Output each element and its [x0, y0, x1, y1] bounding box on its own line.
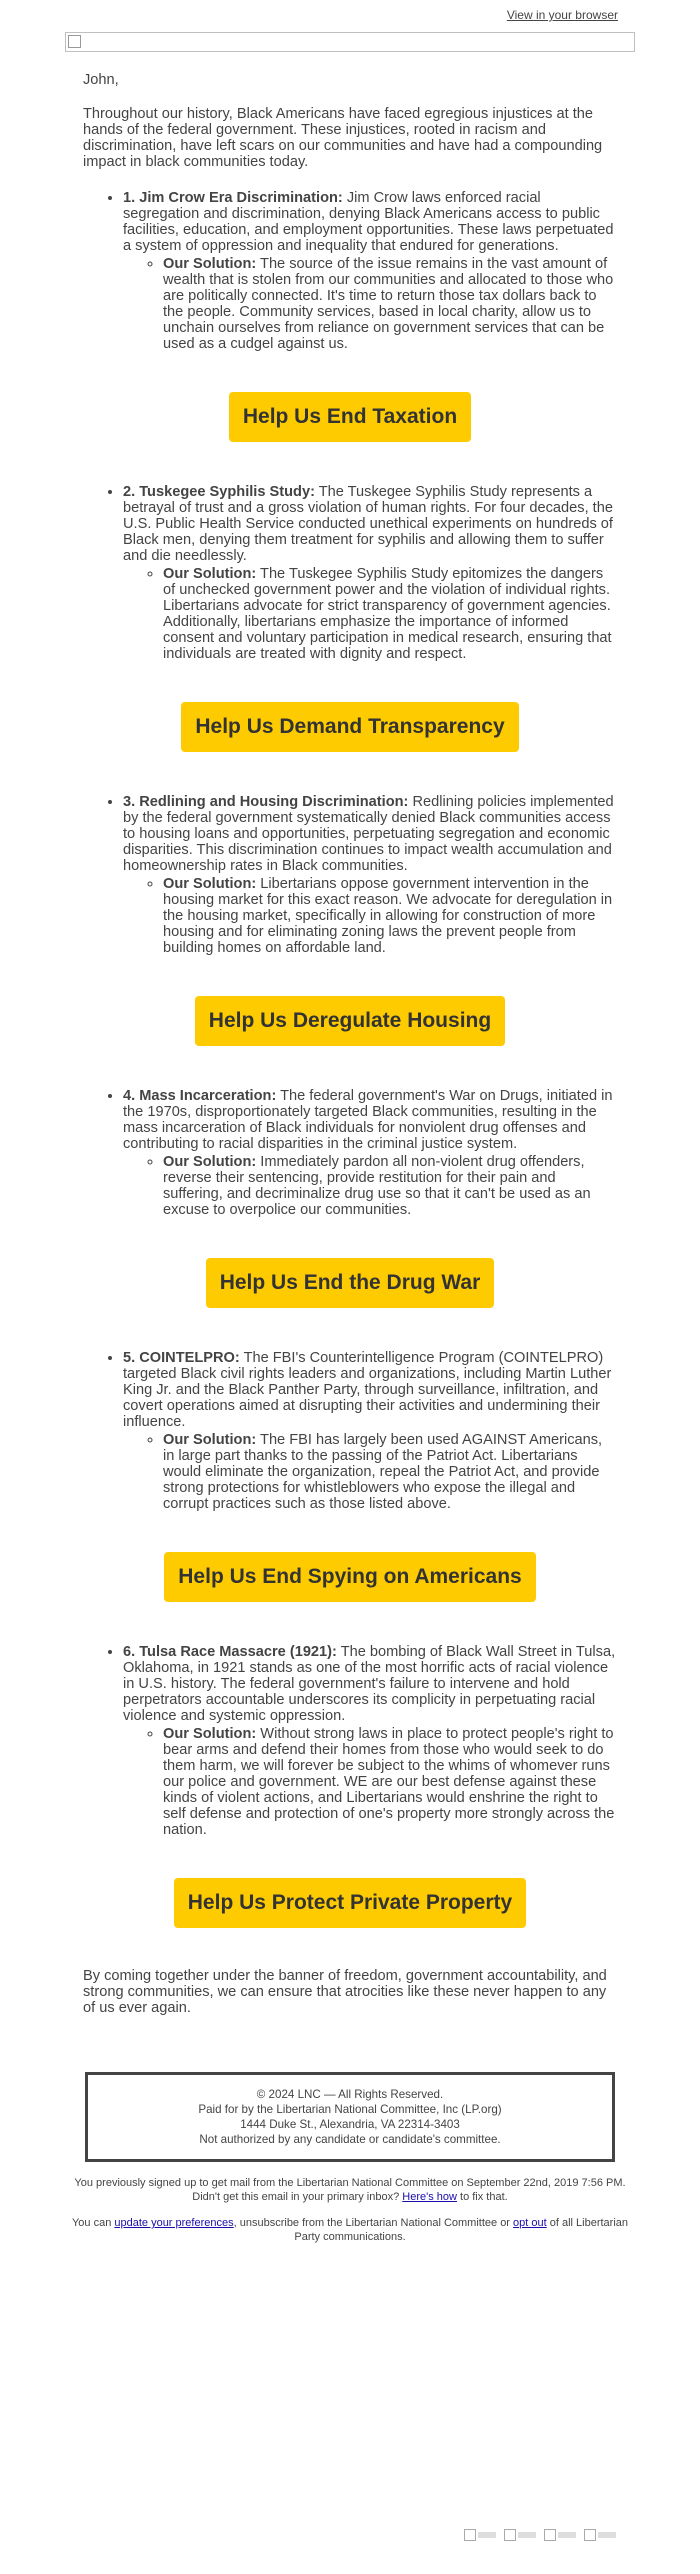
cta-wrap — [83, 996, 617, 1046]
intro-paragraph: Throughout our history, Black Americans have faced egregious injustices at the hands of the federal government. These injustices, rooted in racism and discrimination, have left scars on our communities and have had a compounding impact in black communities today. — [83, 106, 603, 170]
issue-text: The federal government's War on Drugs, initiated in the 1970s, disproportionately targeted Black communities, resulting in the mass incarceration of Black individuals for nonviolent drug offenses and contributing to racial disparities in the criminal justice system. — [123, 1088, 613, 1152]
greeting: John, — [83, 72, 119, 88]
issue-list — [83, 1644, 617, 1838]
of-all-text: of all Libertarian Party communications. — [294, 2217, 629, 2243]
solution-text: The source of the issue remains in the vast amount of wealth that is stolen from our communities and allocated to those who are politically connected. It's time to return those tax dollars back to the people. Community services, based in local charity, allow us to unchain ourselves from reliance on government services that can be used as a cudgel against us. — [163, 256, 614, 352]
view-in-browser-link[interactable]: View in your browser — [506, 8, 618, 22]
demand-transparency-button[interactable]: Help Us Demand Transparency — [181, 702, 518, 752]
issue-text: Jim Crow laws enforced racial segregation and discrimination, denying Black Americans access to public facilities, education, and employment opportunities. These laws perpetuated a system of oppression and inequality that endured for generations. — [123, 190, 614, 254]
solution-list — [123, 1432, 617, 1512]
issue-item — [123, 794, 617, 956]
issue-list — [83, 794, 617, 956]
issue-text: The Tuskegee Syphilis Study represents a betrayal of trust and a gross violation of human rights. For four decades, the U.S. Public Health Service conducted unethical experiments on hundreds of Black men, denying them treatment for syphilis and allowing them to suffer and die needlessly. — [123, 484, 613, 564]
end-spying-button[interactable]: Help Us End Spying on Americans — [164, 1552, 535, 1602]
cta-wrap — [83, 1552, 617, 1602]
solution-item — [163, 1432, 617, 1512]
update-preferences-link[interactable]: update your preferences — [114, 2217, 234, 2229]
email-body — [83, 72, 617, 2016]
not-authorized-text: Not authorized by any candidate or candidate's committee. — [199, 2133, 501, 2146]
footer-legal-box — [85, 2072, 615, 2162]
unsubscribe-text: , unsubscribe from the Libertarian National Committee or — [233, 2217, 510, 2229]
end-drug-war-button[interactable]: Help Us End the Drug War — [206, 1258, 495, 1308]
deregulate-housing-button[interactable]: Help Us Deregulate Housing — [195, 996, 505, 1046]
solution-label: Our Solution: — [163, 1432, 257, 1448]
twitter-icon[interactable] — [504, 2527, 538, 2543]
solution-item — [163, 256, 617, 352]
cta-wrap — [83, 1258, 617, 1308]
copyright-text: © 2024 LNC — All Rights Reserved. — [256, 2088, 444, 2101]
end-taxation-button[interactable]: Help Us End Taxation — [229, 392, 471, 442]
top-bar — [0, 0, 700, 30]
facebook-icon[interactable] — [464, 2527, 498, 2543]
solution-text: The FBI has largely been used AGAINST Americans, in large part thanks to the passing of the Patriot Act. Libertarians would eliminate the organization, repeal the Patriot Act, and provide strong protections for whistleblowers who expose the illegal and corrupt practices such as those listed above. — [163, 1432, 603, 1512]
instagram-icon[interactable] — [584, 2527, 618, 2543]
solution-label: Our Solution: — [163, 566, 257, 582]
solution-item — [163, 876, 617, 956]
solution-label: Our Solution: — [163, 1726, 257, 1742]
issue-title: 2. Tuskegee Syphilis Study: — [123, 484, 315, 500]
issue-item — [123, 1350, 617, 1512]
solution-text: The Tuskegee Syphilis Study epitomizes the dangers of unchecked government power and the violation of individual rights. Libertarians advocate for strict transparency of government agencies. Additionally, libertarians emphasize the importance of informed consent and voluntary participation in medical research, ensuring that individuals are treated with dignity and respect. — [163, 566, 612, 662]
solution-text: Immediately pardon all non-violent drug offenders, reverse their sentencing, provide restitution for their pain and suffering, and decriminalize drug use so that it can't be used as an excuse to overpolice our communities. — [163, 1154, 591, 1218]
issue-text: The bombing of Black Wall Street in Tulsa, Oklahoma, in 1921 stands as one of the most horrific acts of racial violence in U.S. history. The federal government's failure to intervene and hold perpetrators accountable underscores its complicity in perpetuating racial violence and systemic oppression. — [123, 1644, 616, 1724]
cta-wrap — [83, 392, 617, 442]
fix-text: to fix that. — [460, 2191, 508, 2203]
header-banner-image — [65, 32, 635, 52]
issue-title: 5. COINTELPRO: — [123, 1350, 240, 1366]
protect-property-button[interactable]: Help Us Protect Private Property — [174, 1878, 526, 1928]
social-links — [464, 2527, 618, 2543]
issue-list — [83, 1350, 617, 1512]
broken-image-icon — [68, 35, 81, 48]
issue-title: 6. Tulsa Race Massacre (1921): — [123, 1644, 337, 1660]
solution-list — [123, 566, 617, 662]
issue-list — [83, 1088, 617, 1218]
solution-list — [123, 876, 617, 956]
issue-item — [123, 190, 617, 352]
solution-label: Our Solution: — [163, 256, 257, 272]
solution-list — [123, 256, 617, 352]
solution-item — [163, 566, 617, 662]
closing-paragraph: By coming together under the banner of freedom, government accountability, and strong communities, we can ensure that atrocities like these never happen to any of us ever again. — [83, 1968, 607, 2016]
solution-item — [163, 1726, 617, 1838]
issue-text: Redlining policies implemented by the federal government systematically denied Black communities access to housing loans and opportunities, perpetuating segregation and economic disparities. This discrimination continues to impact wealth accumulation and homeownership rates in Black communities. — [123, 794, 614, 874]
issue-item — [123, 1644, 617, 1838]
signup-text: You previously signed up to get mail from the Libertarian National Committee on September 22nd, 2019 7:56 PM. Didn't get this email in your primary inbox? — [74, 2177, 626, 2203]
solution-label: Our Solution: — [163, 876, 257, 892]
solution-list — [123, 1726, 617, 1838]
issue-title: 1. Jim Crow Era Discrimination: — [123, 190, 343, 206]
issue-list — [83, 484, 617, 662]
issue-title: 3. Redlining and Housing Discrimination: — [123, 794, 409, 810]
solution-text: Without strong laws in place to protect people's right to bear arms and defend their homes from those who would seek to do them harm, we will forever be subject to the whims of whomever runs our police and government. WE are our best defense against these kinds of violent actions, and Libertarians would enshrine the right to self defense and protection of one's property more strongly across the nation. — [163, 1726, 615, 1838]
cta-wrap — [83, 1878, 617, 1928]
issue-item — [123, 1088, 617, 1218]
cta-wrap — [83, 702, 617, 752]
solution-list — [123, 1154, 617, 1218]
opt-out-link[interactable]: opt out — [513, 2217, 547, 2229]
issue-list — [83, 190, 617, 352]
solution-label: Our Solution: — [163, 1154, 257, 1170]
youtube-icon[interactable] — [544, 2527, 578, 2543]
address-text: 1444 Duke St., Alexandria, VA 22314-3403 — [240, 2118, 460, 2131]
signup-notice — [70, 2176, 630, 2204]
solution-text: Libertarians oppose government intervention in the housing market for this exact reason. We advocate for deregulation in the housing market, specifically in allowing for construction of more housing and for eliminating zoning laws the prevent people from building homes on affordable land. — [163, 876, 613, 956]
you-can-text: You can — [71, 2217, 112, 2229]
solution-item — [163, 1154, 617, 1218]
issue-title: 4. Mass Incarceration: — [123, 1088, 277, 1104]
heres-how-link[interactable]: Here's how — [402, 2191, 457, 2203]
preferences-notice — [70, 2216, 630, 2244]
issue-item — [123, 484, 617, 662]
issue-text: The FBI's Counterintelligence Program (COINTELPRO) targeted Black civil rights leaders and organizations, including Martin Luther King Jr. and the Black Panther Party, through surveillance, infiltration, and covert operations aimed at disrupting their activities and undermining their influence. — [123, 1350, 612, 1430]
paid-for-text: Paid for by the Libertarian National Committee, Inc (LP.org) — [198, 2103, 502, 2116]
